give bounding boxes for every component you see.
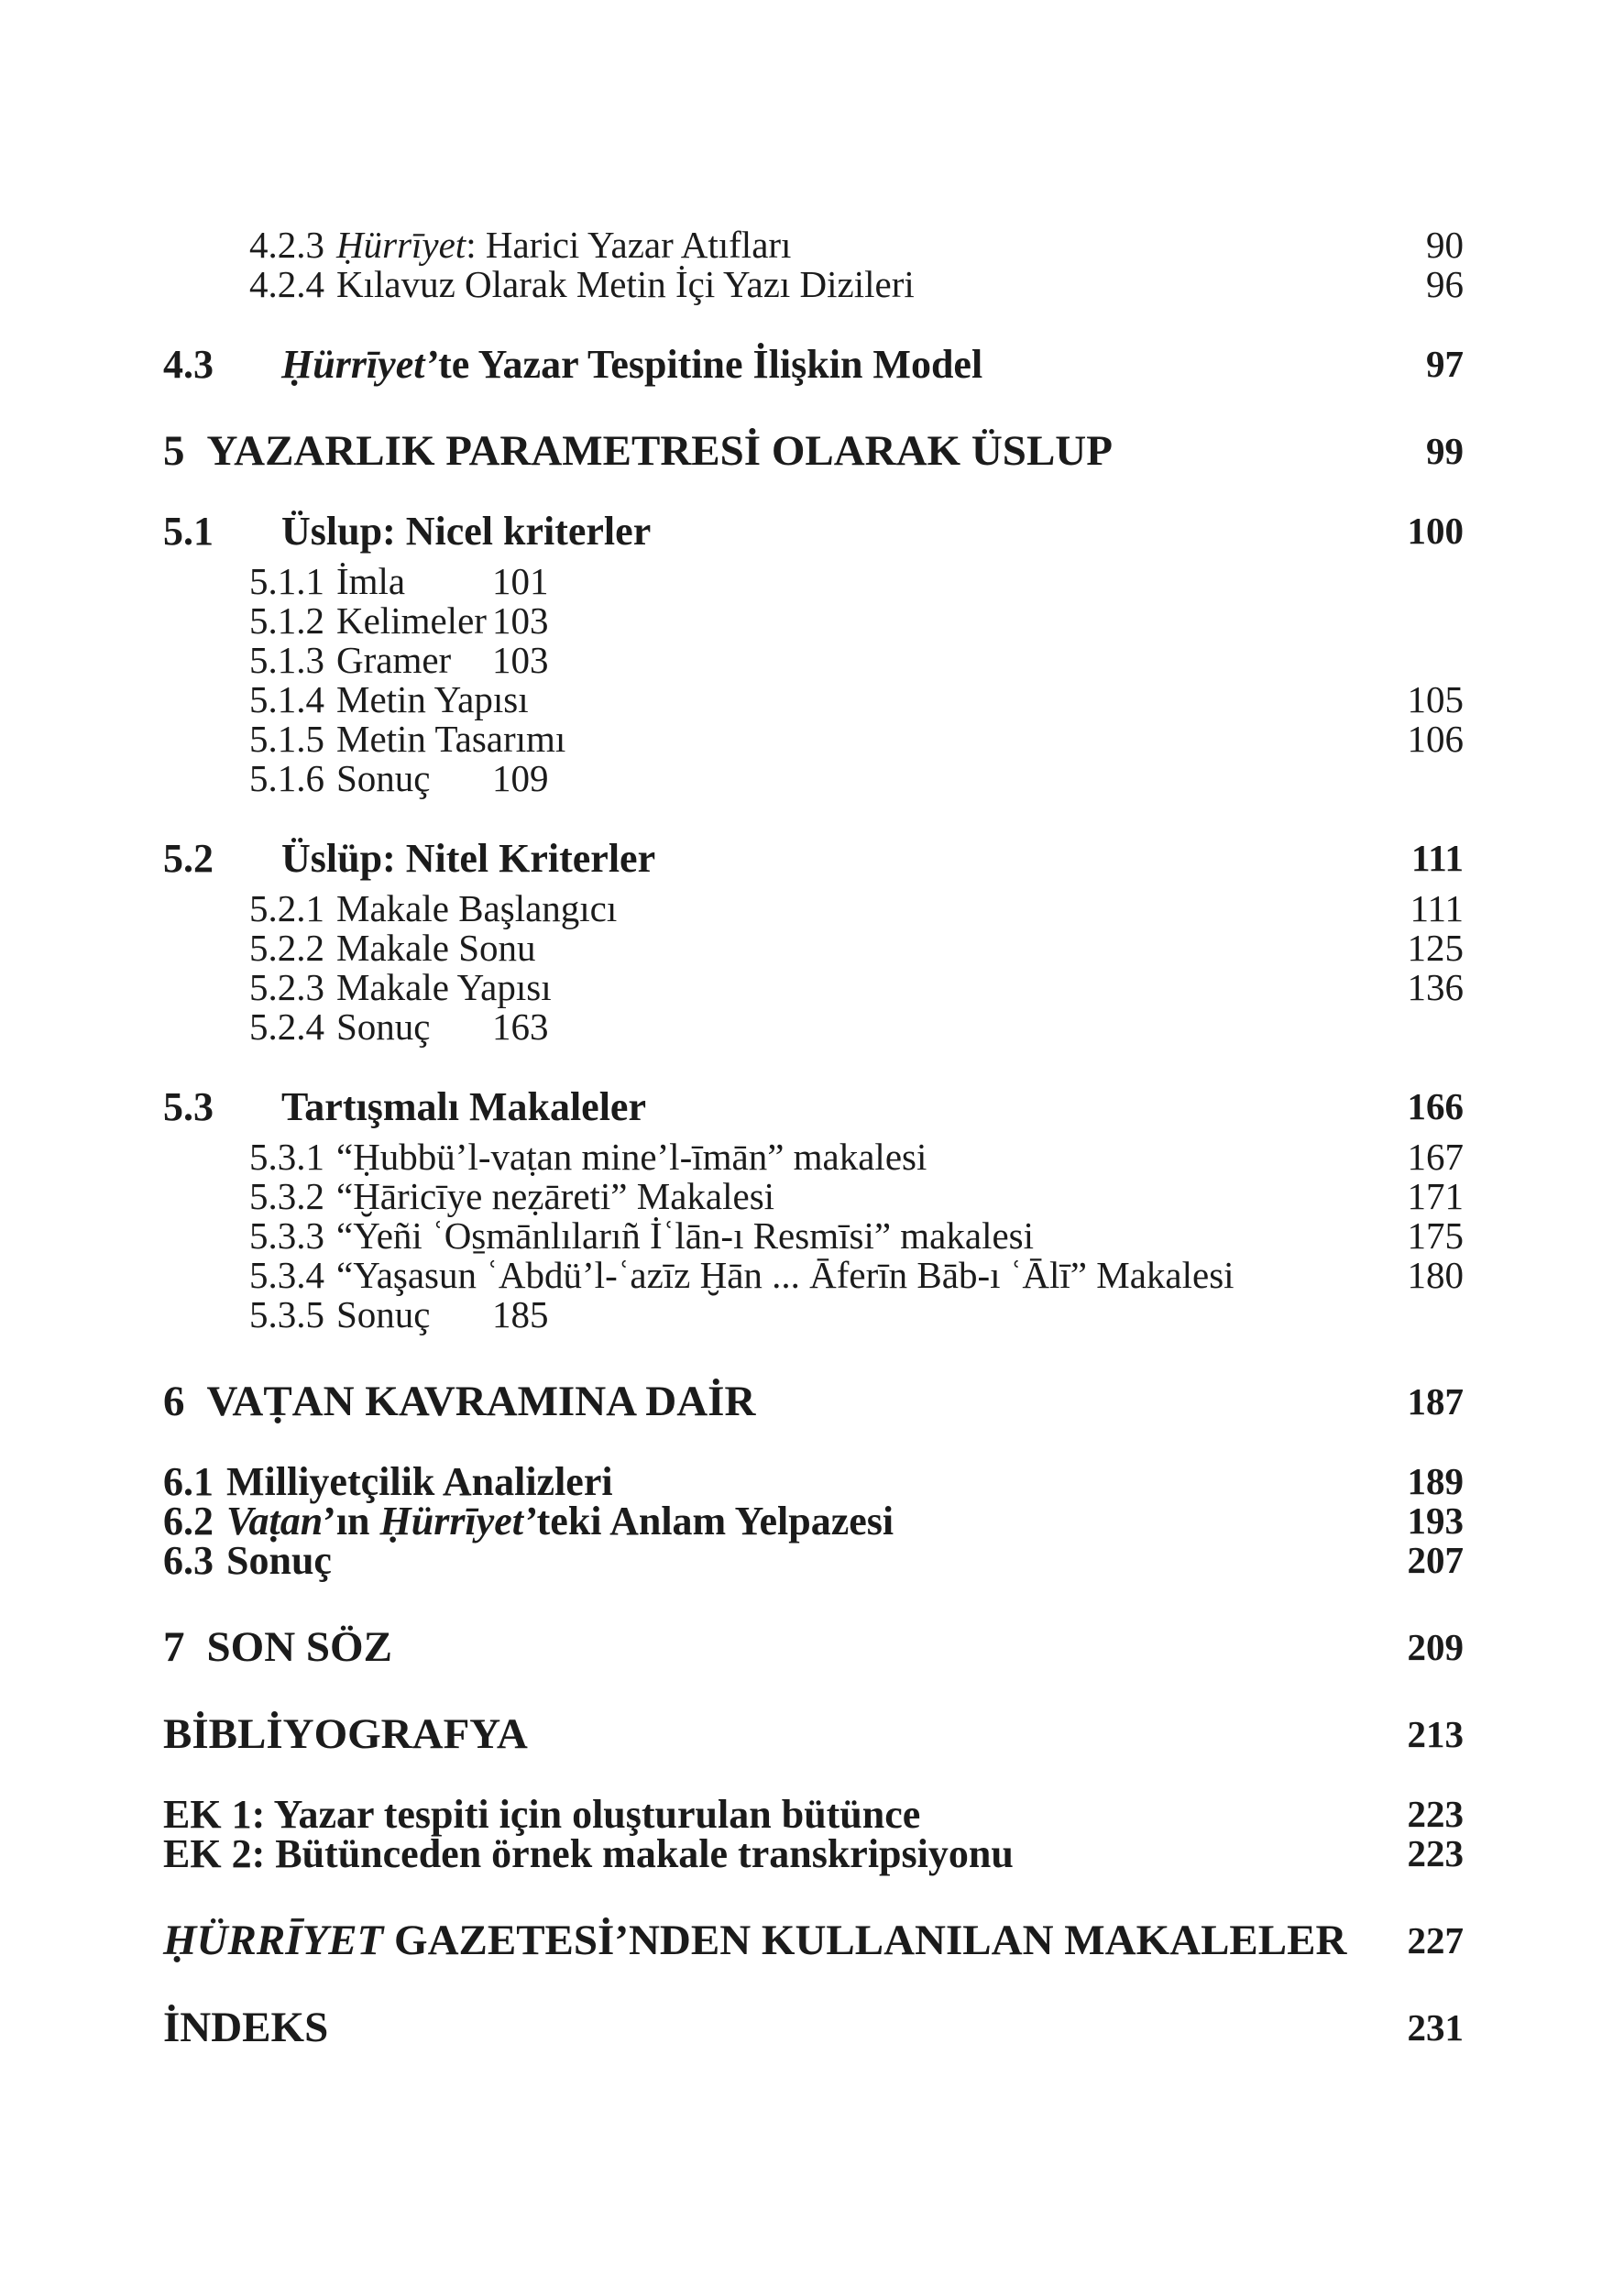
toc-page-number: 99 bbox=[1426, 430, 1464, 472]
toc-page-number: 111 bbox=[1411, 837, 1464, 879]
toc-row bbox=[163, 1084, 1464, 1129]
toc-page-number: 187 bbox=[1407, 1380, 1464, 1423]
toc-page-number: 207 bbox=[1407, 1539, 1464, 1581]
toc-page-number: 209 bbox=[1407, 1626, 1464, 1668]
toc-title-segment: “Yaşasun ʿAbdü’l-ʿazīz Ḫān ... Āferīn Bāb-ı ʿĀlī” Makalesi bbox=[336, 1254, 1234, 1296]
toc-title-segment: Sonuç bbox=[336, 1293, 431, 1335]
toc-entry-title bbox=[336, 263, 915, 305]
toc-entry-title bbox=[226, 1499, 894, 1543]
toc-entry-title bbox=[336, 1175, 774, 1217]
toc-title-segment: İmla bbox=[336, 560, 406, 602]
toc-title-segment: Sonuç bbox=[336, 757, 431, 799]
toc-page-number: 111 bbox=[1410, 887, 1464, 929]
toc-row bbox=[163, 1256, 1464, 1295]
toc-title-segment: İNDEKS bbox=[163, 2004, 329, 2051]
toc-entry-title bbox=[207, 1623, 392, 1671]
toc-title-segment: Ḥürrīyet bbox=[336, 224, 466, 266]
toc-entry-number: 4.3 bbox=[163, 342, 214, 387]
toc-page-number: 231 bbox=[1407, 2006, 1464, 2049]
toc-entry-number: 5.1.3 bbox=[249, 639, 324, 681]
toc-page-number: 171 bbox=[1407, 1175, 1464, 1217]
toc-row bbox=[163, 509, 1464, 554]
toc-entry-title bbox=[336, 1293, 431, 1335]
toc-entry-title bbox=[281, 509, 651, 554]
toc-row bbox=[163, 342, 1464, 387]
toc-entry-number: 6 bbox=[163, 1378, 185, 1425]
toc-entry-number: 5.2.1 bbox=[249, 887, 324, 929]
toc-entry-number: 6.2 bbox=[163, 1499, 214, 1543]
toc-page-number: 103 bbox=[492, 639, 549, 681]
toc-page-number: 109 bbox=[492, 757, 549, 799]
toc-title-segment: Makale Sonu bbox=[336, 927, 536, 969]
toc-page-number: 189 bbox=[1407, 1460, 1464, 1502]
toc-page-number: 90 bbox=[1426, 224, 1464, 266]
toc-entry-title bbox=[336, 718, 565, 760]
toc-title-segment: Ḥürrīyet’ bbox=[281, 342, 439, 387]
toc-row bbox=[163, 641, 1464, 680]
toc-row bbox=[163, 1216, 1464, 1256]
toc-row bbox=[163, 265, 1464, 304]
toc-row bbox=[163, 601, 1464, 641]
toc-page-number: 96 bbox=[1426, 263, 1464, 305]
toc-page-number: 223 bbox=[1407, 1793, 1464, 1835]
toc-entry-title bbox=[281, 1084, 646, 1129]
toc-row bbox=[163, 1501, 1464, 1541]
toc-entry-title bbox=[163, 1792, 920, 1837]
toc-page-number: 193 bbox=[1407, 1500, 1464, 1542]
toc-title-segment: Vaṭan bbox=[226, 1499, 324, 1543]
toc-row bbox=[163, 1792, 1464, 1837]
toc-row bbox=[163, 1831, 1464, 1876]
toc-entry-number: 5.3.3 bbox=[249, 1214, 324, 1257]
toc-entry-number: 5 bbox=[163, 427, 185, 475]
toc-entry-number: 5.3.5 bbox=[249, 1293, 324, 1335]
toc-entry-number: 5.2 bbox=[163, 836, 214, 881]
toc-title-segment: Makale Yapısı bbox=[336, 966, 552, 1008]
toc-entry-title bbox=[336, 560, 405, 602]
toc-entry-number: 5.3.1 bbox=[249, 1136, 324, 1178]
toc-title-segment: Milliyetçilik Analizleri bbox=[226, 1459, 613, 1504]
toc-entry-number: 5.2.2 bbox=[249, 927, 324, 969]
toc-entry-number: 5.3.4 bbox=[249, 1254, 324, 1296]
toc-row bbox=[163, 225, 1464, 265]
toc-title-segment: Sonuç bbox=[336, 1005, 431, 1048]
toc-entry-title bbox=[336, 1136, 927, 1178]
toc-entry-number: 6.1 bbox=[163, 1459, 214, 1504]
toc-entry-number: 5.1.5 bbox=[249, 718, 324, 760]
toc-title-segment: BİBLİYOGRAFYA bbox=[163, 1710, 528, 1758]
toc-title-segment: EK 1: Yazar tespiti için oluşturulan bütünce bbox=[163, 1792, 921, 1837]
toc-title-segment: “Yeñi ʿOs̱mānlılarıñ İʿlān-ı Resmīsi” makalesi bbox=[336, 1214, 1035, 1257]
toc-row bbox=[163, 720, 1464, 759]
toc-title-segment: Ḥürrīyet’ bbox=[379, 1499, 537, 1543]
toc-title-segment: “Ḥubbü’l-vaṭan mine’l-īmān” makalesi bbox=[336, 1136, 927, 1178]
toc-entry-number: 7 bbox=[163, 1623, 185, 1671]
toc-row bbox=[163, 1137, 1464, 1177]
toc-entry-title bbox=[207, 1378, 756, 1425]
toc-entry-number: 4.2.3 bbox=[249, 224, 324, 266]
toc-page-number: 163 bbox=[492, 1005, 549, 1048]
toc-row bbox=[163, 562, 1464, 601]
toc-page-number: 175 bbox=[1407, 1214, 1464, 1257]
toc-page-number: 97 bbox=[1426, 343, 1464, 385]
toc-page-number: 101 bbox=[492, 560, 549, 602]
toc-page-number: 166 bbox=[1407, 1085, 1464, 1127]
toc-entry-title bbox=[281, 836, 655, 881]
toc-entry-title bbox=[226, 1459, 613, 1504]
toc-title-segment: GAZETESİ’NDEN KULLANILAN MAKALELER bbox=[383, 1917, 1347, 1964]
toc-title-segment: Üslüp: Nitel Kriterler bbox=[281, 836, 656, 881]
toc-row bbox=[163, 1710, 1464, 1758]
toc-entry-title bbox=[336, 887, 617, 929]
toc-title-segment: Makale Başlangıcı bbox=[336, 887, 618, 929]
toc-title-segment: ḤÜRRĪYET bbox=[163, 1917, 384, 1964]
toc-entry-title bbox=[336, 927, 536, 969]
toc-page-number: 167 bbox=[1407, 1136, 1464, 1178]
toc-entry-title bbox=[336, 678, 529, 720]
toc-entry-number: 6.3 bbox=[163, 1538, 214, 1583]
toc-title-segment: YAZARLIK PARAMETRESİ OLARAK ÜSLUP bbox=[206, 427, 1113, 475]
toc-page-number: 136 bbox=[1407, 966, 1464, 1008]
toc-title-segment: Sonuç bbox=[226, 1538, 332, 1583]
toc-entry-number: 5.2.3 bbox=[249, 966, 324, 1008]
toc-entry-title bbox=[163, 1917, 1346, 1964]
toc-page-number: 105 bbox=[1407, 678, 1464, 720]
toc-title-segment: Gramer bbox=[336, 639, 452, 681]
toc-entry-title bbox=[281, 342, 982, 387]
toc-title-segment: ’ın bbox=[323, 1499, 380, 1543]
toc-entry-title bbox=[336, 757, 431, 799]
toc-page-number: 100 bbox=[1407, 510, 1464, 552]
toc-entry-title bbox=[163, 2004, 328, 2051]
toc-entry-title bbox=[163, 1710, 528, 1758]
toc-title-segment: Metin Tasarımı bbox=[336, 718, 566, 760]
toc-title-segment: VAṬAN KAVRAMINA DAİR bbox=[206, 1378, 756, 1425]
toc-title-segment: Metin Yapısı bbox=[336, 678, 529, 720]
toc-page-number: 125 bbox=[1407, 927, 1464, 969]
toc-row bbox=[163, 680, 1464, 720]
toc-row bbox=[163, 1917, 1464, 1964]
toc-page-number: 185 bbox=[492, 1293, 549, 1335]
toc-row bbox=[163, 759, 1464, 798]
toc-entry-number: 5.1.6 bbox=[249, 757, 324, 799]
toc-title-segment: Tartışmalı Makaleler bbox=[281, 1084, 646, 1129]
toc-row bbox=[163, 1538, 1464, 1583]
toc-row bbox=[163, 427, 1464, 475]
toc-entry-title bbox=[336, 966, 552, 1008]
toc-entry-title bbox=[336, 639, 451, 681]
toc-row bbox=[163, 2004, 1464, 2051]
toc-title-segment: teki Anlam Yelpazesi bbox=[536, 1499, 894, 1543]
toc-entry-number: 5.2.4 bbox=[249, 1005, 324, 1048]
toc-page-number: 103 bbox=[492, 599, 549, 642]
toc-entry-number: 5.1.1 bbox=[249, 560, 324, 602]
toc-page-number: 227 bbox=[1407, 1919, 1464, 1961]
toc-entry-number: 5.3 bbox=[163, 1084, 214, 1129]
toc-entry-title bbox=[336, 1254, 1234, 1296]
toc-title-segment: EK 2: Bütünceden örnek makale transkripsiyonu bbox=[163, 1831, 1014, 1876]
toc-row bbox=[163, 1177, 1464, 1216]
toc-entry-number: 5.1 bbox=[163, 509, 214, 554]
toc-title-segment: te Yazar Tespitine İlişkin Model bbox=[438, 342, 983, 387]
toc-entry-title bbox=[163, 1831, 1014, 1876]
toc-page-number: 213 bbox=[1407, 1713, 1464, 1755]
toc-page-number: 180 bbox=[1407, 1254, 1464, 1296]
toc-row bbox=[163, 1623, 1464, 1671]
toc-title-segment: Kelimeler bbox=[336, 599, 487, 642]
toc-title-segment: SON SÖZ bbox=[206, 1623, 392, 1671]
toc-title-segment: Kılavuz Olarak Metin İçi Yazı Dizileri bbox=[336, 263, 915, 305]
toc-list bbox=[0, 224, 1624, 2051]
toc-entry-title bbox=[336, 1214, 1034, 1257]
toc-entry-number: 4.2.4 bbox=[249, 263, 324, 305]
toc-entry-title bbox=[336, 1005, 431, 1048]
toc-entry-number: 5.1.2 bbox=[249, 599, 324, 642]
toc-entry-number: 5.3.2 bbox=[249, 1175, 324, 1217]
toc-row bbox=[163, 1378, 1464, 1425]
toc-row bbox=[163, 928, 1464, 968]
toc-title-segment: “Ḫāricīye neẓāreti” Makalesi bbox=[336, 1175, 775, 1217]
toc-title-segment: : Harici Yazar Atıfları bbox=[466, 224, 792, 266]
toc-title-segment: Üslup: Nicel kriterler bbox=[281, 509, 652, 554]
toc-row bbox=[163, 889, 1464, 928]
toc-row bbox=[163, 1295, 1464, 1335]
toc-entry-title bbox=[207, 427, 1113, 475]
toc-page-number: 106 bbox=[1407, 718, 1464, 760]
toc-page-number: 223 bbox=[1407, 1832, 1464, 1874]
toc-entry-number: 5.1.4 bbox=[249, 678, 324, 720]
toc-row bbox=[163, 836, 1464, 881]
toc-row bbox=[163, 1459, 1464, 1504]
toc-entry-title bbox=[336, 224, 791, 266]
toc-entry-title bbox=[226, 1538, 332, 1583]
toc-entry-title bbox=[336, 599, 487, 642]
toc-row bbox=[163, 968, 1464, 1007]
toc-row bbox=[163, 1007, 1464, 1047]
